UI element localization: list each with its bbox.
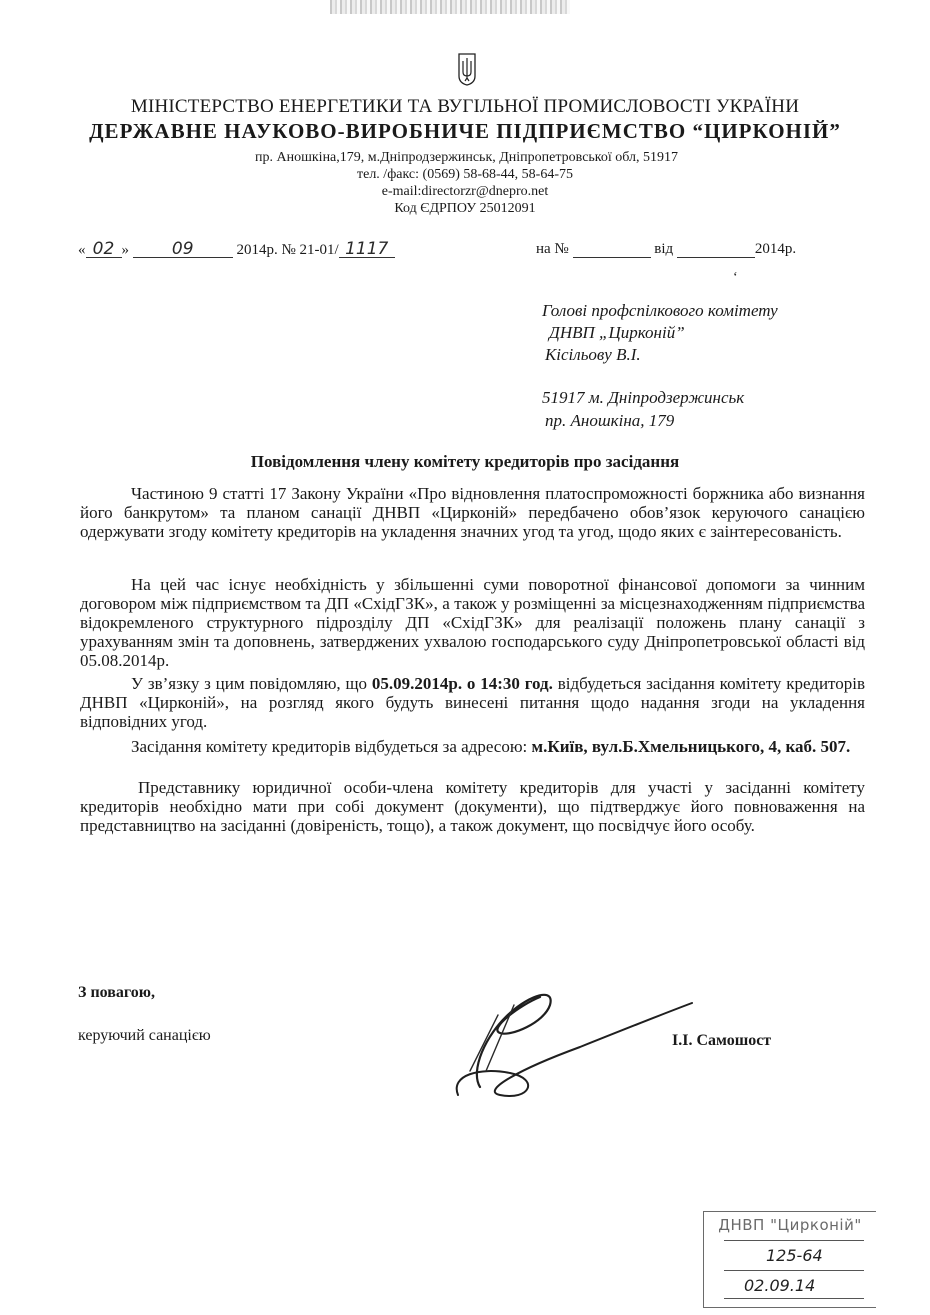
- ref-number: 1117: [339, 241, 395, 258]
- paragraph-legal-basis: Частиною 9 статті 17 Закону України «Про відновлення платоспроможності боржника або визнання його банкрутом» та планом санації ДНВП «Цирконій» передбачено обов’язок керуючого санацією одержувати згоду комітету кредиторів на укладення значних угод та угод, щодо яких є заінтересованість.: [80, 484, 865, 541]
- paragraph-representative: Представнику юридичної особи-члена комітету кредиторів для участі у засіданні комітету кредиторів необхідно мати при собі документ (документи), що підтверджує його повноваження на представництво на засіданні (довіреність, тощо), а також документ, що посвідчує його особу.: [80, 778, 865, 835]
- ministry-name: МІНІСТЕРСТВО ЕНЕРГЕТИКИ ТА ВУГІЛЬНОЇ ПРОМИСЛОВОСТІ УКРАЇНИ: [130, 96, 800, 117]
- scan-artifact: [330, 0, 570, 14]
- handwritten-signature: [440, 975, 700, 1105]
- paragraph-meeting-time: [80, 674, 865, 731]
- stamp-header: ДНВП "Цирконій": [718, 1216, 862, 1234]
- signer-name: І.І. Самошост: [672, 1032, 772, 1049]
- addressee-company: ДНВП „Цирконій”: [549, 323, 685, 342]
- ref-year-no: 2014р. № 21-01/: [236, 242, 339, 258]
- stamp-divider: [724, 1298, 864, 1299]
- closing-regards: З повагою,: [78, 984, 155, 1001]
- org-email: e-mail:directorzr@dnepro.net: [381, 184, 549, 199]
- outgoing-reference: [78, 241, 395, 259]
- open-quote: «: [78, 242, 86, 258]
- addressee-name: Кісільову В.І.: [545, 345, 641, 364]
- trident-emblem-icon: [456, 52, 478, 86]
- contact-block: [255, 149, 679, 217]
- year-end: 2014р.: [754, 241, 797, 257]
- org-code: Код ЄДРПОУ 25012091: [394, 201, 536, 216]
- signer-position: керуючий санацією: [78, 1027, 211, 1044]
- meeting-time-intro: У зв’язку з цим повідомляю, що: [131, 674, 372, 693]
- organization-name: ДЕРЖАВНЕ НАУКОВО-ВИРОБНИЧЕ ПІДПРИЄМСТВО “ЦИРКОНІЙ”: [89, 119, 841, 143]
- close-quote: »: [121, 242, 129, 258]
- org-phone: тел. /факс: (0569) 58-68-44, 58-64-75: [356, 167, 574, 182]
- ref-day: 02: [86, 241, 122, 258]
- meeting-datetime: 05.09.2014р. о 14:30 год.: [371, 674, 553, 693]
- addressee-position: Голові профспілкового комітету: [542, 301, 778, 320]
- incoming-reference: [536, 241, 796, 258]
- meeting-time-rest: відбудеться засідання комітету кредиторів ДНВП «Цирконій», на розгляд якого будуть винесені питання щодо надання згоди на укладення відповідних угод.: [80, 674, 866, 731]
- registration-stamp: [703, 1211, 876, 1308]
- paragraph-necessity: На цей час існує необхідність у збільшенні суми поворотної фінансової допомоги за чинним договором між підприємством та ДП «СхідГЗК», а також у розміщенні за місцезнаходженням підприємства відокремленого структурного підрозділу ДП «СхідГЗК» для реалізації положень плану санації з урахуванням змін та доповнень, затверджених ухвалою господарського суду Дніпропетровської області від 05.08.2014р.: [80, 575, 865, 670]
- addressee-street: пр. Аношкіна, 179: [545, 411, 675, 430]
- on-no-label: на №: [536, 241, 569, 257]
- meeting-address-intro: Засідання комітету кредиторів відбудеться за адресою:: [131, 737, 532, 756]
- incoming-number-field: [573, 241, 651, 258]
- pen-mark: ʻ: [733, 270, 738, 285]
- stamp-date: 02.09.14: [744, 1276, 816, 1295]
- meeting-address: м.Київ, вул.Б.Хмельницького, 4, каб. 507.: [531, 737, 851, 756]
- addressee-city: 51917 м. Дніпродзержинськ: [542, 388, 745, 407]
- ref-month: 09: [133, 241, 233, 258]
- from-label: від: [654, 241, 674, 257]
- stamp-divider: [724, 1240, 864, 1241]
- document-title: Повідомлення члену комітету кредиторів про засідання: [250, 452, 680, 471]
- stamp-number: 125-64: [766, 1246, 823, 1265]
- stamp-divider: [724, 1270, 864, 1271]
- org-address: пр. Аношкіна,179, м.Дніпродзержинськ, Дніпропетровської обл, 51917: [255, 150, 679, 165]
- incoming-date-field: [677, 241, 755, 258]
- paragraph-meeting-address: [80, 737, 865, 756]
